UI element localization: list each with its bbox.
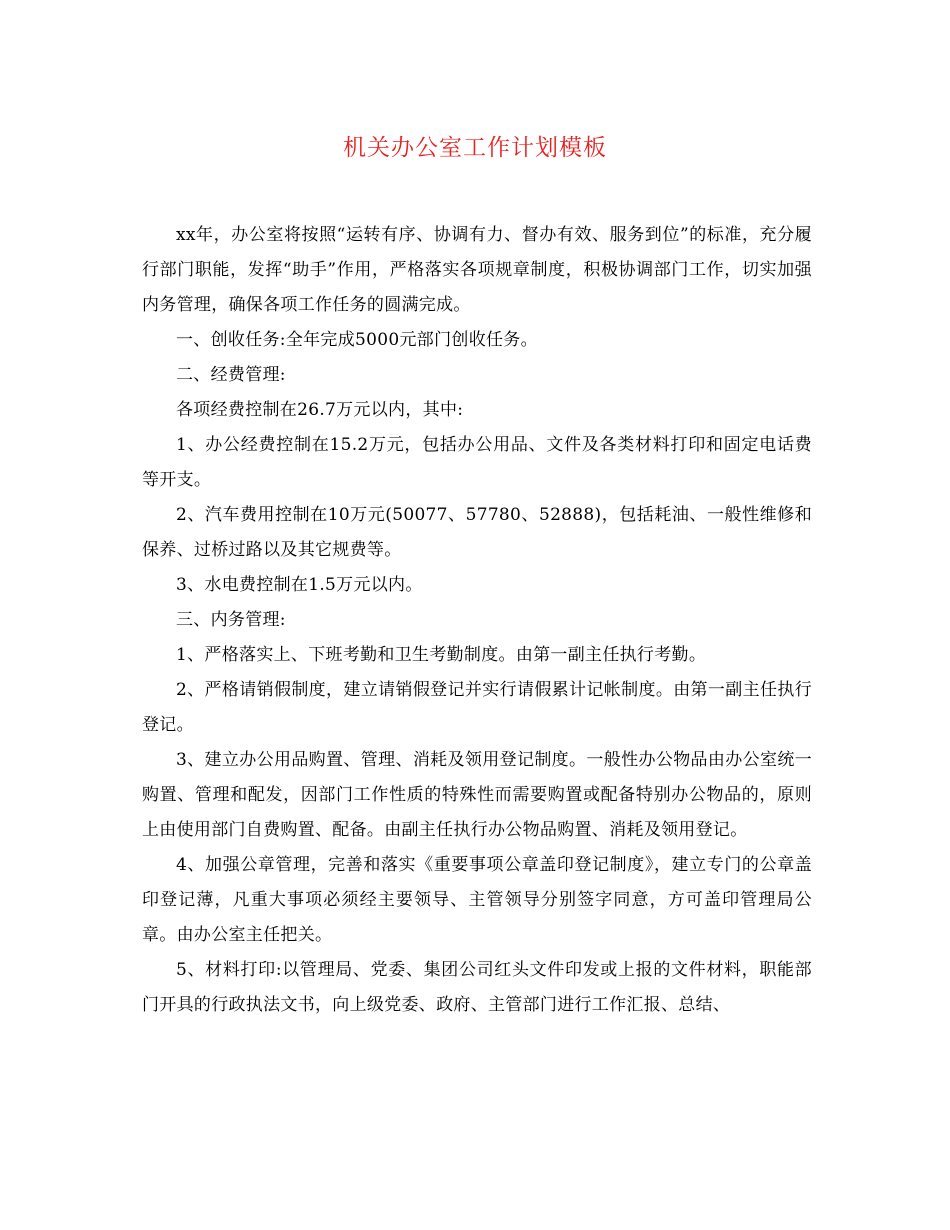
paragraph-section-2-heading: 二、经费管理: <box>176 365 286 385</box>
document-body <box>142 218 812 1023</box>
paragraph-section-3-heading: 三、内务管理: <box>176 610 286 630</box>
paragraph-internal-item-4: 4、加强公章管理，完善和落实《重要事项公章盖印登记制度》，建立专门的公章盖印登记薄，凡重大事项必须经主要领导、主管领导分别签字同意，方可盖印管理局公章。由办公室主任把关。 <box>142 855 812 945</box>
paragraph-budget-item-3: 3、水电费控制在1.5万元以内。 <box>176 575 423 595</box>
paragraph-budget-total: 各项经费控制在26.7万元以内，其中: <box>176 400 464 420</box>
paragraph-internal-item-2: 2、严格请销假制度，建立请销假登记并实行请假累计记帐制度。由第一副主任执行登记。 <box>142 680 812 735</box>
paragraph-internal-item-5: 5、材料打印:以管理局、党委、集团公司红头文件印发或上报的文件材料，职能部门开具的行政执法文书，向上级党委、政府、主管部门进行工作汇报、总结、 <box>142 960 812 1015</box>
document-title: 机关办公室工作计划模板 <box>343 135 607 161</box>
paragraph-internal-item-3: 3、建立办公用品购置、管理、消耗及领用登记制度。一般性办公物品由办公室统一购置、管理和配发，因部门工作性质的特殊性而需要购置或配备特别办公物品的，原则上由使用部门自费购置、配备。由副主任执行办公物品购置、消耗及领用登记。 <box>142 750 812 840</box>
paragraph-intro: xx年，办公室将按照“运转有序、协调有力、督办有效、服务到位”的标准，充分履行部门职能，发挥“助手”作用，严格落实各项规章制度，积极协调部门工作，切实加强内务管理，确保各项工作任务的圆满完成。 <box>142 225 812 315</box>
paragraph-section-1: 一、创收任务:全年完成5000元部门创收任务。 <box>176 330 538 350</box>
paragraph-internal-item-1: 1、严格落实上、下班考勤和卫生考勤制度。由第一副主任执行考勤。 <box>176 645 707 665</box>
paragraph-budget-item-2: 2、汽车费用控制在10万元(50077、57780、52888)，包括耗油、一般性维修和保养、过桥过路以及其它规费等。 <box>142 505 812 560</box>
paragraph-budget-item-1: 1、办公经费控制在15.2万元，包括办公用品、文件及各类材料打印和固定电话费等开支。 <box>142 435 812 490</box>
